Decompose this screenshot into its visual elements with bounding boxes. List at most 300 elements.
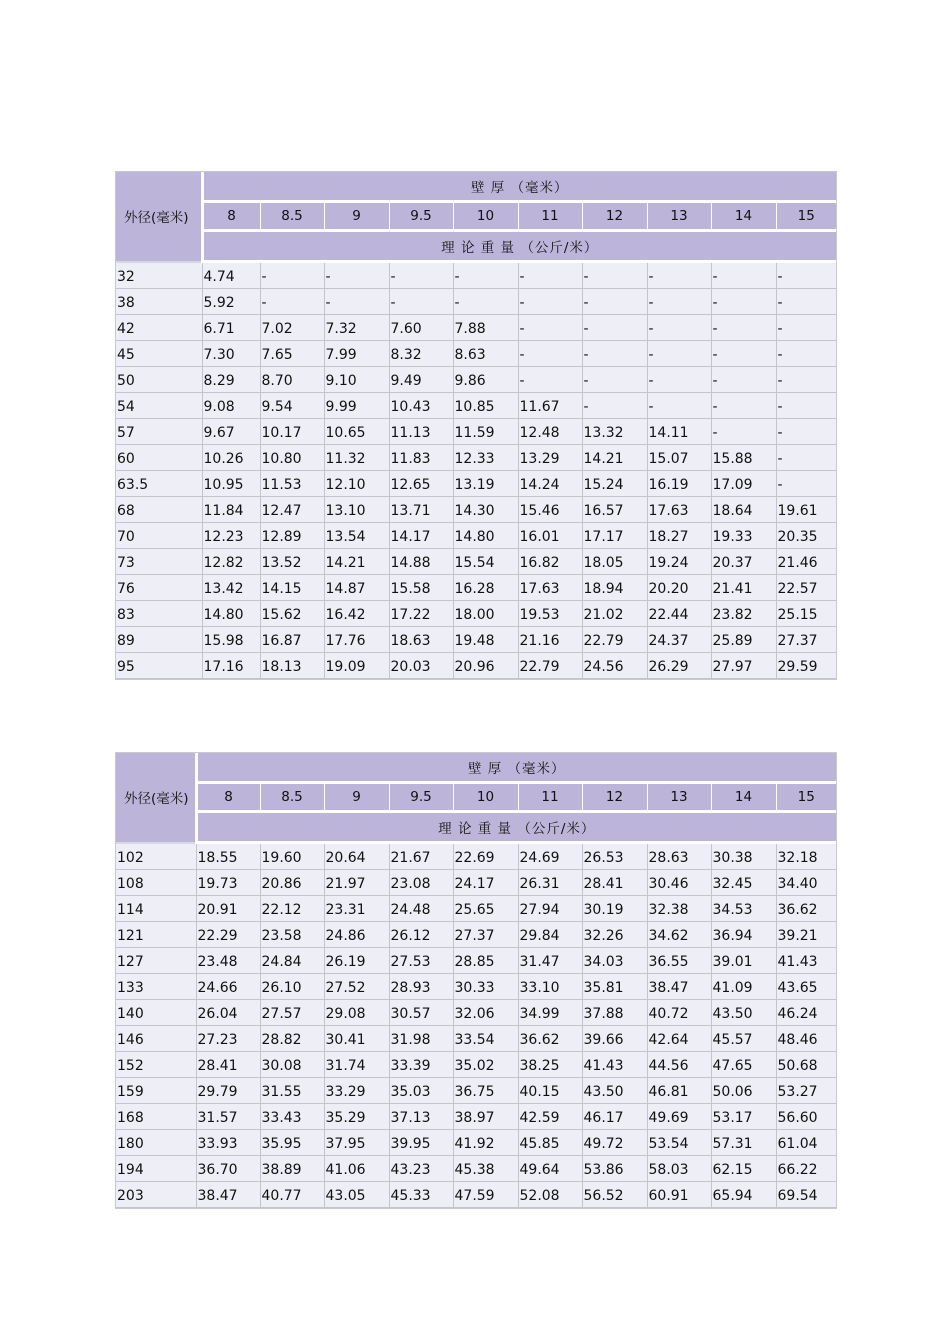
weight-cell: 19.33 bbox=[711, 523, 776, 549]
weight-cell: 24.86 bbox=[324, 922, 389, 948]
weight-cell: 56.52 bbox=[582, 1182, 647, 1208]
weight-cell: 14.21 bbox=[582, 445, 647, 471]
weight-cell: 61.04 bbox=[776, 1130, 836, 1156]
weight-cell: - bbox=[324, 289, 389, 315]
weight-cell: 30.57 bbox=[389, 1000, 453, 1026]
weight-cell: 27.53 bbox=[389, 948, 453, 974]
thickness-header-cell: 12 bbox=[582, 783, 647, 812]
weight-cell: - bbox=[647, 262, 711, 289]
weight-cell: - bbox=[711, 419, 776, 445]
thickness-header-cell: 10 bbox=[453, 202, 518, 231]
thickness-header-cell: 8.5 bbox=[260, 783, 324, 812]
weight-cell: 28.85 bbox=[453, 948, 518, 974]
outer-diameter-cell: 194 bbox=[116, 1156, 196, 1182]
outer-diameter-header: 外径(毫米) bbox=[116, 753, 196, 843]
weight-cell: 10.65 bbox=[324, 419, 389, 445]
weight-cell: 26.12 bbox=[389, 922, 453, 948]
weight-cell: 49.69 bbox=[647, 1104, 711, 1130]
weight-cell: 20.37 bbox=[711, 549, 776, 575]
weight-cell: 15.46 bbox=[518, 497, 582, 523]
weight-cell: 21.16 bbox=[518, 627, 582, 653]
table-header bbox=[116, 753, 836, 843]
weight-cell: 35.29 bbox=[324, 1104, 389, 1130]
weight-cell: 11.84 bbox=[202, 497, 260, 523]
outer-diameter-cell: 152 bbox=[116, 1052, 196, 1078]
table-row bbox=[116, 262, 836, 289]
weight-cell: - bbox=[776, 419, 836, 445]
weight-cell: 31.74 bbox=[324, 1052, 389, 1078]
wall-thickness-title: 壁 厚 （毫米） bbox=[196, 753, 836, 783]
weight-cell: 16.01 bbox=[518, 523, 582, 549]
outer-diameter-cell: 127 bbox=[116, 948, 196, 974]
weight-cell: 46.24 bbox=[776, 1000, 836, 1026]
weight-cell: 13.10 bbox=[324, 497, 389, 523]
weight-cell: - bbox=[711, 367, 776, 393]
weight-cell: 37.88 bbox=[582, 1000, 647, 1026]
weight-cell: 18.55 bbox=[196, 843, 260, 870]
weight-cell: 10.95 bbox=[202, 471, 260, 497]
weight-cell: 24.66 bbox=[196, 974, 260, 1000]
weight-cell: 19.73 bbox=[196, 870, 260, 896]
weight-cell: 20.20 bbox=[647, 575, 711, 601]
weight-cell: 13.29 bbox=[518, 445, 582, 471]
weight-cell: 34.53 bbox=[711, 896, 776, 922]
table-row bbox=[116, 445, 836, 471]
table-row bbox=[116, 870, 836, 896]
outer-diameter-cell: 108 bbox=[116, 870, 196, 896]
weight-cell: 8.32 bbox=[389, 341, 453, 367]
thickness-header-row bbox=[116, 202, 836, 231]
weight-cell: 62.15 bbox=[711, 1156, 776, 1182]
weight-cell: 13.32 bbox=[582, 419, 647, 445]
weight-cell: - bbox=[582, 341, 647, 367]
weight-cell: 34.62 bbox=[647, 922, 711, 948]
weight-cell: 42.64 bbox=[647, 1026, 711, 1052]
weight-cell: - bbox=[582, 393, 647, 419]
weight-cell: 15.54 bbox=[453, 549, 518, 575]
table-row bbox=[116, 653, 836, 679]
weight-cell: 35.81 bbox=[582, 974, 647, 1000]
weight-cell: 15.88 bbox=[711, 445, 776, 471]
weight-cell: 39.66 bbox=[582, 1026, 647, 1052]
outer-diameter-cell: 68 bbox=[116, 497, 202, 523]
weight-cell: 12.23 bbox=[202, 523, 260, 549]
table-row bbox=[116, 1078, 836, 1104]
weight-cell: 23.48 bbox=[196, 948, 260, 974]
weight-cell: 16.57 bbox=[582, 497, 647, 523]
weight-cell: 36.62 bbox=[518, 1026, 582, 1052]
weight-cell: 53.54 bbox=[647, 1130, 711, 1156]
weight-cell: 18.27 bbox=[647, 523, 711, 549]
weight-cell: 20.35 bbox=[776, 523, 836, 549]
weight-cell: 19.09 bbox=[324, 653, 389, 679]
weight-cell: 26.10 bbox=[260, 974, 324, 1000]
thickness-header-cell: 8 bbox=[202, 202, 260, 231]
weight-cell: 11.32 bbox=[324, 445, 389, 471]
weight-cell: 23.82 bbox=[711, 601, 776, 627]
outer-diameter-cell: 76 bbox=[116, 575, 202, 601]
weight-cell: 7.88 bbox=[453, 315, 518, 341]
weight-cell: - bbox=[518, 315, 582, 341]
weight-cell: 29.79 bbox=[196, 1078, 260, 1104]
table-row bbox=[116, 1026, 836, 1052]
weight-cell: 19.48 bbox=[453, 627, 518, 653]
weight-cell: - bbox=[518, 367, 582, 393]
weight-cell: 14.24 bbox=[518, 471, 582, 497]
weight-cell: 58.03 bbox=[647, 1156, 711, 1182]
weight-cell: 42.59 bbox=[518, 1104, 582, 1130]
weight-cell: 7.60 bbox=[389, 315, 453, 341]
weight-cell: 11.53 bbox=[260, 471, 324, 497]
weight-cell: 12.89 bbox=[260, 523, 324, 549]
weight-cell: 27.94 bbox=[518, 896, 582, 922]
weight-cell: 47.65 bbox=[711, 1052, 776, 1078]
outer-diameter-cell: 70 bbox=[116, 523, 202, 549]
table-row bbox=[116, 575, 836, 601]
weight-cell: 43.23 bbox=[389, 1156, 453, 1182]
table-row bbox=[116, 1000, 836, 1026]
table-row bbox=[116, 922, 836, 948]
table-row bbox=[116, 471, 836, 497]
weight-cell: 41.92 bbox=[453, 1130, 518, 1156]
thickness-header-cell: 15 bbox=[776, 783, 836, 812]
weight-cell: 41.06 bbox=[324, 1156, 389, 1182]
outer-diameter-cell: 146 bbox=[116, 1026, 196, 1052]
weight-cell: 25.65 bbox=[453, 896, 518, 922]
weight-cell: 38.47 bbox=[647, 974, 711, 1000]
table-body bbox=[116, 262, 836, 679]
weight-cell: 33.10 bbox=[518, 974, 582, 1000]
weight-cell: 22.12 bbox=[260, 896, 324, 922]
weight-cell: - bbox=[647, 393, 711, 419]
weight-cell: 12.82 bbox=[202, 549, 260, 575]
thickness-header-cell: 11 bbox=[518, 202, 582, 231]
weight-cell: 13.71 bbox=[389, 497, 453, 523]
weight-cell: 50.06 bbox=[711, 1078, 776, 1104]
table-row bbox=[116, 523, 836, 549]
weight-cell: 21.41 bbox=[711, 575, 776, 601]
table-row bbox=[116, 419, 836, 445]
outer-diameter-cell: 203 bbox=[116, 1182, 196, 1208]
weight-cell: 36.62 bbox=[776, 896, 836, 922]
weight-cell: 21.97 bbox=[324, 870, 389, 896]
weight-cell: - bbox=[453, 289, 518, 315]
weight-cell: 33.93 bbox=[196, 1130, 260, 1156]
thickness-header-cell: 10 bbox=[453, 783, 518, 812]
thickness-header-cell: 13 bbox=[647, 202, 711, 231]
weight-cell: 10.26 bbox=[202, 445, 260, 471]
table-row bbox=[116, 367, 836, 393]
weight-cell: 17.76 bbox=[324, 627, 389, 653]
weight-cell: 39.95 bbox=[389, 1130, 453, 1156]
outer-diameter-cell: 114 bbox=[116, 896, 196, 922]
weight-cell: 11.67 bbox=[518, 393, 582, 419]
weight-cell: - bbox=[582, 262, 647, 289]
weight-cell: 37.13 bbox=[389, 1104, 453, 1130]
weight-cell: 9.10 bbox=[324, 367, 389, 393]
weight-cell: 38.89 bbox=[260, 1156, 324, 1182]
weight-cell: 11.83 bbox=[389, 445, 453, 471]
wall-thickness-title: 壁 厚 （毫米） bbox=[202, 172, 836, 202]
weight-cell: 18.05 bbox=[582, 549, 647, 575]
weight-cell: 37.95 bbox=[324, 1130, 389, 1156]
table-row bbox=[116, 1156, 836, 1182]
weight-cell: 12.48 bbox=[518, 419, 582, 445]
weight-cell: 35.03 bbox=[389, 1078, 453, 1104]
table-row bbox=[116, 627, 836, 653]
weight-cell: 7.02 bbox=[260, 315, 324, 341]
weight-cell: 9.08 bbox=[202, 393, 260, 419]
weight-cell: - bbox=[776, 471, 836, 497]
outer-diameter-cell: 42 bbox=[116, 315, 202, 341]
weight-cell: 40.72 bbox=[647, 1000, 711, 1026]
table-row bbox=[116, 1104, 836, 1130]
weight-cell: 28.82 bbox=[260, 1026, 324, 1052]
weight-cell: 24.37 bbox=[647, 627, 711, 653]
weight-cell: - bbox=[453, 262, 518, 289]
outer-diameter-cell: 121 bbox=[116, 922, 196, 948]
weight-cell: 8.63 bbox=[453, 341, 518, 367]
weight-cell: - bbox=[324, 262, 389, 289]
weight-cell: 50.68 bbox=[776, 1052, 836, 1078]
weight-cell: 15.98 bbox=[202, 627, 260, 653]
weight-table-1 bbox=[116, 172, 836, 679]
weight-cell: 27.97 bbox=[711, 653, 776, 679]
weight-cell: 34.03 bbox=[582, 948, 647, 974]
weight-cell: 27.37 bbox=[453, 922, 518, 948]
table-row bbox=[116, 549, 836, 575]
weight-cell: 33.39 bbox=[389, 1052, 453, 1078]
weight-cell: - bbox=[260, 262, 324, 289]
weight-cell: - bbox=[711, 262, 776, 289]
weight-cell: 22.79 bbox=[582, 627, 647, 653]
weight-cell: 53.27 bbox=[776, 1078, 836, 1104]
weight-cell: 14.17 bbox=[389, 523, 453, 549]
weight-cell: 9.49 bbox=[389, 367, 453, 393]
weight-cell: 43.50 bbox=[582, 1078, 647, 1104]
weight-cell: 30.46 bbox=[647, 870, 711, 896]
weight-cell: 16.87 bbox=[260, 627, 324, 653]
weight-cell: - bbox=[776, 367, 836, 393]
weight-cell: 56.60 bbox=[776, 1104, 836, 1130]
weight-cell: 22.29 bbox=[196, 922, 260, 948]
weight-cell: 16.19 bbox=[647, 471, 711, 497]
weight-cell: 38.97 bbox=[453, 1104, 518, 1130]
weight-cell: 49.64 bbox=[518, 1156, 582, 1182]
table-row bbox=[116, 315, 836, 341]
weight-cell: 7.99 bbox=[324, 341, 389, 367]
table-row bbox=[116, 601, 836, 627]
weight-cell: 30.19 bbox=[582, 896, 647, 922]
outer-diameter-cell: 60 bbox=[116, 445, 202, 471]
weight-cell: 24.69 bbox=[518, 843, 582, 870]
weight-cell: 30.38 bbox=[711, 843, 776, 870]
weight-cell: 4.74 bbox=[202, 262, 260, 289]
weight-cell: 19.53 bbox=[518, 601, 582, 627]
weight-cell: 32.18 bbox=[776, 843, 836, 870]
table-row bbox=[116, 1182, 836, 1208]
table-body bbox=[116, 843, 836, 1208]
thickness-header-cell: 9.5 bbox=[389, 202, 453, 231]
weight-cell: 23.08 bbox=[389, 870, 453, 896]
weight-cell: 17.09 bbox=[711, 471, 776, 497]
thickness-header-cell: 15 bbox=[776, 202, 836, 231]
weight-cell: 34.99 bbox=[518, 1000, 582, 1026]
thickness-header-cell: 8.5 bbox=[260, 202, 324, 231]
weight-cell: 18.63 bbox=[389, 627, 453, 653]
weight-cell: 21.46 bbox=[776, 549, 836, 575]
weight-cell: 17.63 bbox=[647, 497, 711, 523]
weight-cell: 29.59 bbox=[776, 653, 836, 679]
weight-cell: 11.59 bbox=[453, 419, 518, 445]
weight-cell: 29.84 bbox=[518, 922, 582, 948]
weight-cell: 14.80 bbox=[453, 523, 518, 549]
thickness-header-cell: 9 bbox=[324, 783, 389, 812]
weight-cell: 47.59 bbox=[453, 1182, 518, 1208]
weight-cell: 7.32 bbox=[324, 315, 389, 341]
weight-cell: 35.95 bbox=[260, 1130, 324, 1156]
weight-cell: 69.54 bbox=[776, 1182, 836, 1208]
thickness-header-cell: 8 bbox=[196, 783, 260, 812]
weight-cell: - bbox=[582, 289, 647, 315]
theoretical-weight-title: 理 论 重 量 （公斤/米） bbox=[196, 812, 836, 843]
outer-diameter-cell: 45 bbox=[116, 341, 202, 367]
thickness-header-cell: 9 bbox=[324, 202, 389, 231]
weight-cell: - bbox=[776, 262, 836, 289]
weight-cell: 30.33 bbox=[453, 974, 518, 1000]
weight-cell: 17.22 bbox=[389, 601, 453, 627]
outer-diameter-cell: 63.5 bbox=[116, 471, 202, 497]
weight-cell: 30.08 bbox=[260, 1052, 324, 1078]
weight-cell: - bbox=[776, 445, 836, 471]
weight-cell: 45.57 bbox=[711, 1026, 776, 1052]
weight-cell: 10.17 bbox=[260, 419, 324, 445]
thickness-header-cell: 14 bbox=[711, 202, 776, 231]
weight-cell: 15.62 bbox=[260, 601, 324, 627]
weight-cell: 25.89 bbox=[711, 627, 776, 653]
weight-cell: 6.71 bbox=[202, 315, 260, 341]
weight-cell: 26.04 bbox=[196, 1000, 260, 1026]
outer-diameter-cell: 102 bbox=[116, 843, 196, 870]
weight-cell: 20.91 bbox=[196, 896, 260, 922]
weight-cell: 26.19 bbox=[324, 948, 389, 974]
weight-cell: 14.21 bbox=[324, 549, 389, 575]
weight-cell: 24.84 bbox=[260, 948, 324, 974]
weight-cell: 12.33 bbox=[453, 445, 518, 471]
weight-cell: 7.30 bbox=[202, 341, 260, 367]
weight-cell: 34.40 bbox=[776, 870, 836, 896]
weight-cell: 27.23 bbox=[196, 1026, 260, 1052]
outer-diameter-cell: 133 bbox=[116, 974, 196, 1000]
table-row bbox=[116, 393, 836, 419]
weight-cell: 41.43 bbox=[776, 948, 836, 974]
weight-cell: 9.99 bbox=[324, 393, 389, 419]
outer-diameter-cell: 168 bbox=[116, 1104, 196, 1130]
weight-cell: 9.67 bbox=[202, 419, 260, 445]
weight-cell: 18.13 bbox=[260, 653, 324, 679]
weight-cell: - bbox=[518, 262, 582, 289]
weight-cell: 31.55 bbox=[260, 1078, 324, 1104]
weight-cell: 28.63 bbox=[647, 843, 711, 870]
outer-diameter-cell: 140 bbox=[116, 1000, 196, 1026]
table-row bbox=[116, 948, 836, 974]
weight-cell: - bbox=[260, 289, 324, 315]
weight-cell: - bbox=[647, 367, 711, 393]
weight-cell: 43.50 bbox=[711, 1000, 776, 1026]
weight-cell: 10.85 bbox=[453, 393, 518, 419]
weight-cell: 49.72 bbox=[582, 1130, 647, 1156]
weight-cell: 46.81 bbox=[647, 1078, 711, 1104]
outer-diameter-cell: 54 bbox=[116, 393, 202, 419]
weight-cell: 52.08 bbox=[518, 1182, 582, 1208]
weight-cell: 17.17 bbox=[582, 523, 647, 549]
weight-cell: - bbox=[582, 367, 647, 393]
weight-cell: 19.61 bbox=[776, 497, 836, 523]
weight-cell: 32.45 bbox=[711, 870, 776, 896]
weight-cell: 10.43 bbox=[389, 393, 453, 419]
weight-cell: 44.56 bbox=[647, 1052, 711, 1078]
weight-cell: 13.54 bbox=[324, 523, 389, 549]
weight-cell: 12.65 bbox=[389, 471, 453, 497]
weight-cell: 38.25 bbox=[518, 1052, 582, 1078]
weight-cell: 5.92 bbox=[202, 289, 260, 315]
weight-cell: - bbox=[776, 341, 836, 367]
weight-cell: 8.70 bbox=[260, 367, 324, 393]
weight-cell: - bbox=[711, 289, 776, 315]
weight-cell: - bbox=[711, 393, 776, 419]
weight-cell: 26.29 bbox=[647, 653, 711, 679]
weight-cell: 46.17 bbox=[582, 1104, 647, 1130]
weight-cell: 40.77 bbox=[260, 1182, 324, 1208]
weight-cell: 22.69 bbox=[453, 843, 518, 870]
table-row bbox=[116, 1052, 836, 1078]
weight-cell: 41.43 bbox=[582, 1052, 647, 1078]
weight-cell: 24.48 bbox=[389, 896, 453, 922]
outer-diameter-cell: 32 bbox=[116, 262, 202, 289]
weight-cell: 53.17 bbox=[711, 1104, 776, 1130]
weight-cell: 16.28 bbox=[453, 575, 518, 601]
weight-cell: 33.54 bbox=[453, 1026, 518, 1052]
thickness-header-cell: 13 bbox=[647, 783, 711, 812]
weight-cell: 41.09 bbox=[711, 974, 776, 1000]
weight-cell: 11.13 bbox=[389, 419, 453, 445]
weight-cell: 24.56 bbox=[582, 653, 647, 679]
weight-cell: 14.30 bbox=[453, 497, 518, 523]
weight-cell: 29.08 bbox=[324, 1000, 389, 1026]
weight-cell: 17.63 bbox=[518, 575, 582, 601]
weight-cell: 7.65 bbox=[260, 341, 324, 367]
weight-cell: 65.94 bbox=[711, 1182, 776, 1208]
table-row bbox=[116, 896, 836, 922]
table-row bbox=[116, 1130, 836, 1156]
weight-cell: - bbox=[776, 393, 836, 419]
outer-diameter-cell: 73 bbox=[116, 549, 202, 575]
weight-cell: 31.98 bbox=[389, 1026, 453, 1052]
weight-table-2 bbox=[116, 753, 836, 1208]
weight-cell: - bbox=[389, 289, 453, 315]
outer-diameter-header: 外径(毫米) bbox=[116, 172, 202, 262]
weight-cell: - bbox=[776, 315, 836, 341]
weight-cell: 14.11 bbox=[647, 419, 711, 445]
weight-cell: 26.53 bbox=[582, 843, 647, 870]
weight-cell: 57.31 bbox=[711, 1130, 776, 1156]
weight-cell: 36.55 bbox=[647, 948, 711, 974]
weight-cell: - bbox=[647, 289, 711, 315]
weight-cell: 45.85 bbox=[518, 1130, 582, 1156]
weight-cell: 13.19 bbox=[453, 471, 518, 497]
weight-cell: 9.86 bbox=[453, 367, 518, 393]
outer-diameter-cell: 38 bbox=[116, 289, 202, 315]
